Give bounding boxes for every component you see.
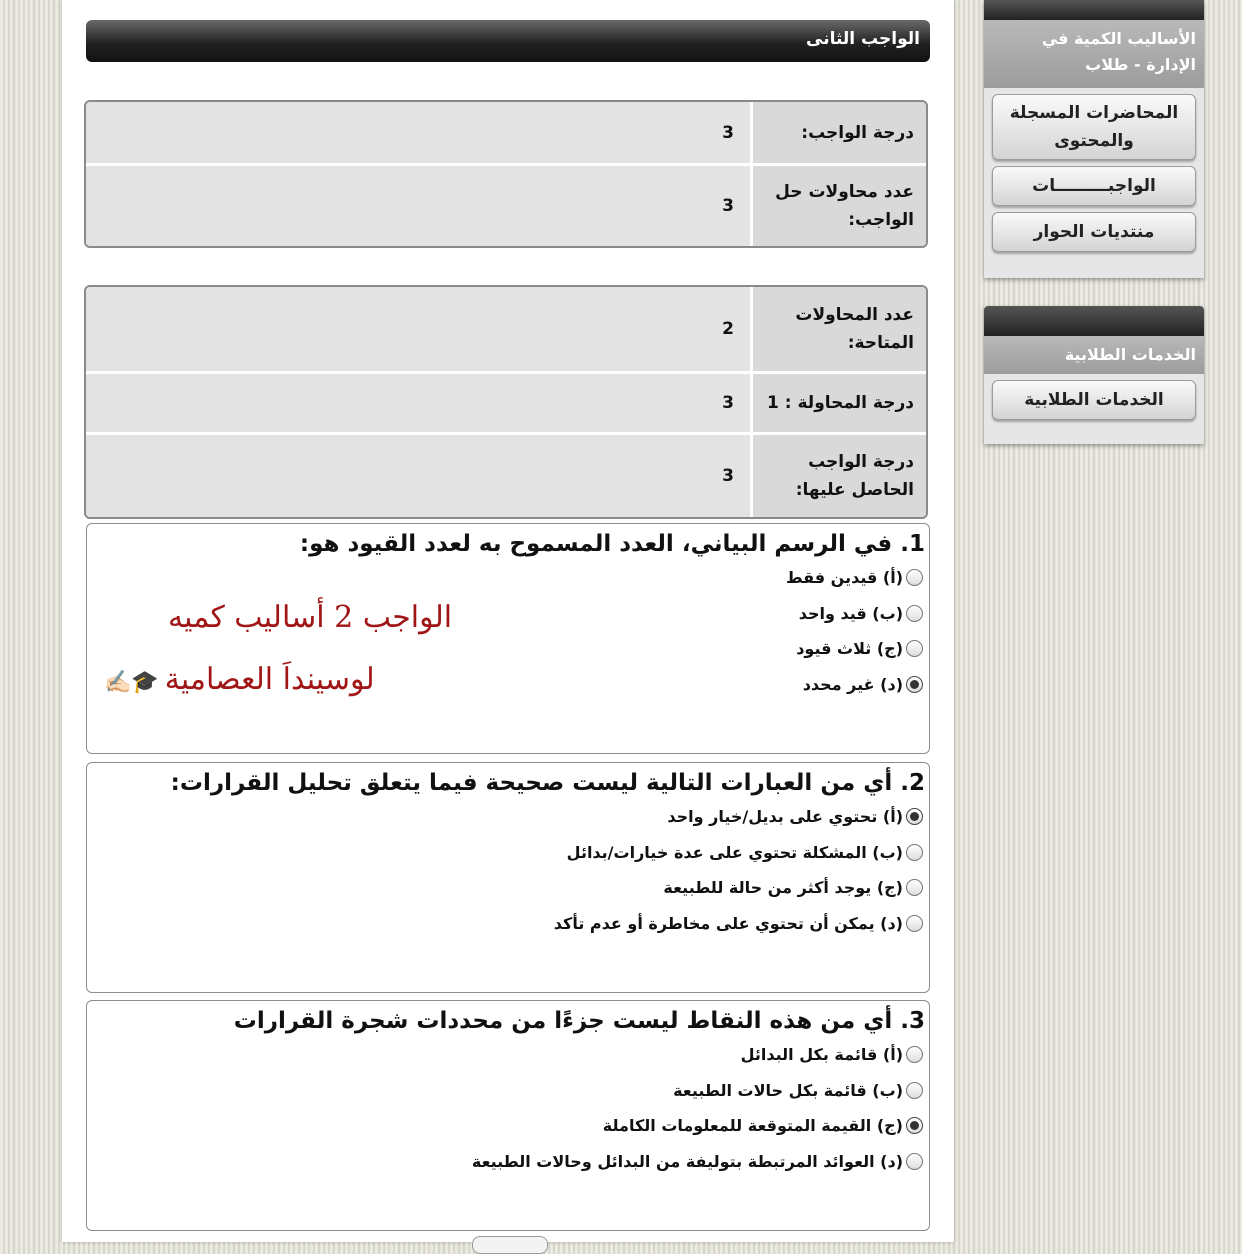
info-label: عدد المحاولات المتاحة: xyxy=(750,287,926,371)
question-text: 3. أي من هذه النقاط ليست جزءًا من محددات شجرة القرارات xyxy=(233,1008,925,1034)
info-row xyxy=(86,435,926,517)
radio-button[interactable] xyxy=(906,915,923,932)
submit-button[interactable] xyxy=(472,1236,548,1254)
answer-option[interactable] xyxy=(87,835,923,871)
radio-button[interactable] xyxy=(906,808,923,825)
answer-option[interactable] xyxy=(87,906,923,942)
info-row xyxy=(86,166,926,246)
info-label: درجة الواجب: xyxy=(750,102,926,163)
info-value: 3 xyxy=(86,102,750,163)
info-label: درجة المحاولة : 1 xyxy=(750,374,926,432)
panel-header xyxy=(984,306,1204,336)
question-text: 2. أي من العبارات التالية ليست صحيحة فيما يتعلق تحليل القرارات: xyxy=(170,770,925,796)
watermark-text: لوسينداَ العصامية xyxy=(164,662,375,697)
option-label: (ج) ثلاث قيود xyxy=(796,639,903,659)
option-label: (ب) المشكلة تحتوي على عدة خيارات/بدائل xyxy=(566,842,903,862)
option-label: (ب) قائمة بكل حالات الطبيعة xyxy=(673,1080,903,1100)
page-title: الواجب الثانى xyxy=(86,20,930,62)
radio-button[interactable] xyxy=(906,569,923,586)
info-row xyxy=(86,374,926,435)
option-label: (ج) القيمة المتوقعة للمعلومات الكاملة xyxy=(602,1116,903,1136)
info-value: 3 xyxy=(86,166,750,246)
sidebar-item-student-services[interactable]: الخدمات الطلابية xyxy=(992,380,1196,420)
option-label: (ب) قيد واحد xyxy=(798,603,903,623)
radio-button[interactable] xyxy=(906,1117,923,1134)
radio-button[interactable] xyxy=(906,844,923,861)
option-label: (ج) يوجد أكثر من حالة للطبيعة xyxy=(663,878,903,898)
info-row xyxy=(86,102,926,166)
radio-button[interactable] xyxy=(906,640,923,657)
assignment-summary-table xyxy=(84,100,928,248)
radio-button[interactable] xyxy=(906,605,923,622)
option-label: (أ) تحتوي على بديل/خيار واحد xyxy=(667,807,903,827)
graduation-cap-icon: 🎓✍🏻 xyxy=(104,670,159,695)
main-content xyxy=(62,0,954,1242)
info-label: درجة الواجب الحاصل عليها: xyxy=(750,435,926,517)
watermark-line-1: الواجب 2 أساليب كميه xyxy=(168,600,453,635)
question-1 xyxy=(86,523,930,754)
option-label: (د) يمكن أن تحتوي على مخاطرة أو عدم تأكد xyxy=(553,913,903,933)
answer-option[interactable] xyxy=(87,1073,923,1109)
answer-option[interactable] xyxy=(87,1144,923,1180)
question-3 xyxy=(86,1000,930,1231)
option-label: (د) غير محدد xyxy=(802,674,903,694)
option-label: (أ) قيدين فقط xyxy=(785,568,903,588)
services-title: الخدمات الطلابية xyxy=(984,336,1204,374)
info-value: 3 xyxy=(86,435,750,517)
radio-button[interactable] xyxy=(906,1153,923,1170)
answer-option[interactable] xyxy=(87,560,923,596)
radio-button[interactable] xyxy=(906,879,923,896)
answer-option[interactable] xyxy=(87,1108,923,1144)
radio-button[interactable] xyxy=(906,1082,923,1099)
info-row xyxy=(86,287,926,374)
radio-button[interactable] xyxy=(906,1046,923,1063)
sidebar-item-lectures[interactable]: المحاضرات المسجلة والمحتوى xyxy=(992,94,1196,160)
answer-option[interactable] xyxy=(87,870,923,906)
question-text: 1. في الرسم البياني، العدد المسموح به لعدد القيود هو: xyxy=(299,531,925,557)
sidebar-item-assignments[interactable]: الواجبـــــــــات xyxy=(992,166,1196,206)
option-label: (د) العوائد المرتبطة بتوليفة من البدائل وحالات الطبيعة xyxy=(471,1151,903,1171)
sidebar-course-panel xyxy=(984,0,1204,278)
radio-button[interactable] xyxy=(906,676,923,693)
course-title: الأساليب الكمية في الإدارة - طلاب xyxy=(984,20,1204,88)
option-label: (أ) قائمة بكل البدائل xyxy=(740,1045,903,1065)
answer-option[interactable] xyxy=(87,1037,923,1073)
sidebar-services-panel xyxy=(984,306,1204,444)
info-value: 2 xyxy=(86,287,750,371)
sidebar-item-forums[interactable]: منتديات الحوار xyxy=(992,212,1196,252)
panel-header xyxy=(984,0,1204,20)
info-value: 3 xyxy=(86,374,750,432)
answer-option[interactable] xyxy=(87,799,923,835)
question-2 xyxy=(86,762,930,993)
info-label: عدد محاولات حل الواجب: xyxy=(750,166,926,246)
watermark-line-2 xyxy=(104,662,375,697)
attempt-summary-table xyxy=(84,285,928,519)
